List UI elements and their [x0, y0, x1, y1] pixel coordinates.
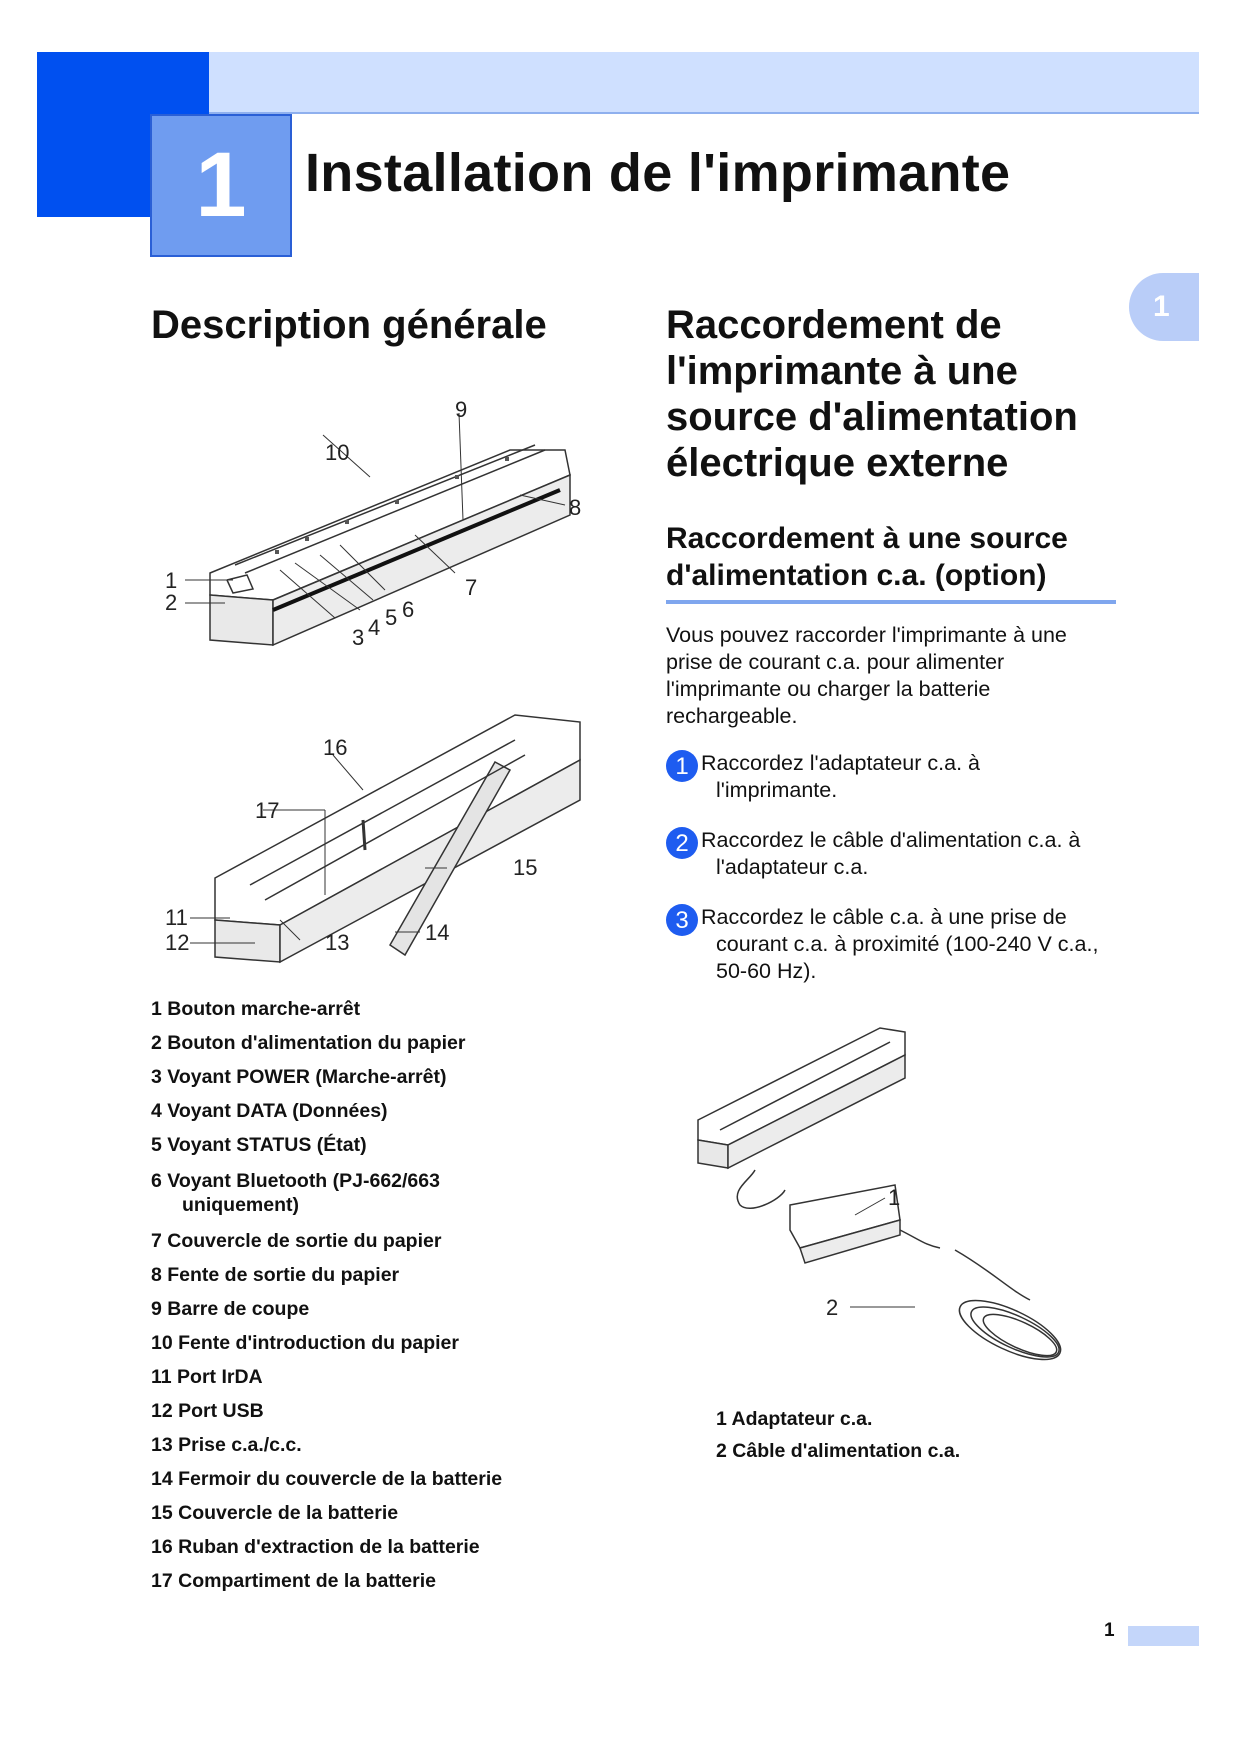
- subheading-line: d'alimentation c.a. (option): [666, 559, 1047, 592]
- figure2-callout-11: 11: [165, 905, 188, 930]
- legend-item: 1 Adaptateur c.a.: [716, 1408, 873, 1430]
- subheading-line: Raccordement à une source: [666, 522, 1068, 555]
- intro-line: prise de courant c.a. pour alimenter: [666, 650, 1005, 674]
- legend-item: 1 Bouton marche-arrêt: [151, 998, 361, 1020]
- step-text: l'adaptateur c.a.: [716, 855, 869, 879]
- step-3: [666, 904, 1146, 985]
- legend-item: 11 Port IrDA: [151, 1366, 263, 1388]
- figure2-callout-16: 16: [323, 735, 348, 760]
- chapter-title: Installation de l'imprimante: [305, 143, 1011, 203]
- figure2-callout-17: 17: [255, 798, 280, 823]
- step-number-badge: 3: [666, 904, 698, 936]
- printer-top-figure: [155, 395, 595, 660]
- subheading-ac-power: [666, 520, 1068, 594]
- legend-item: 5 Voyant STATUS (État): [151, 1134, 367, 1156]
- step-2: [666, 827, 1146, 881]
- step-number-badge: 2: [666, 827, 698, 859]
- chapter-number: 1: [150, 114, 292, 257]
- figure1-callout-9: 9: [455, 397, 468, 422]
- section-heading-description: Description générale: [151, 303, 547, 347]
- figure2-callout-14: 14: [425, 920, 450, 945]
- adapter-callout-1: 1: [888, 1185, 901, 1210]
- figure1-callout-8: 8: [569, 495, 582, 520]
- legend-item: 12 Port USB: [151, 1400, 264, 1422]
- page-number-bar: [1128, 1626, 1199, 1646]
- figure1-callout-5: 5: [385, 605, 398, 630]
- figure2-callout-12: 12: [165, 930, 190, 955]
- step-1: [666, 750, 1146, 804]
- legend-item: 6 Voyant Bluetooth (PJ-662/663: [151, 1170, 440, 1192]
- chapter-side-tab: 1: [1129, 273, 1199, 341]
- heading-line: Raccordement de: [666, 303, 1002, 347]
- heading-line: source d'alimentation: [666, 395, 1078, 439]
- intro-line: l'imprimante ou charger la batterie: [666, 677, 991, 701]
- intro-line: Vous pouvez raccorder l'imprimante à une: [666, 623, 1067, 647]
- step-text: Raccordez le câble d'alimentation c.a. à: [701, 828, 1081, 852]
- legend-item-continuation: uniquement): [182, 1194, 299, 1216]
- step-text: 50-60 Hz).: [716, 959, 817, 983]
- figure1-callout-7: 7: [465, 575, 478, 600]
- legend-item: 16 Ruban d'extraction de la batterie: [151, 1536, 480, 1558]
- legend-item: 10 Fente d'introduction du papier: [151, 1332, 459, 1354]
- step-text: Raccordez l'adaptateur c.a. à: [701, 751, 980, 775]
- legend-item: 8 Fente de sortie du papier: [151, 1264, 400, 1286]
- legend-item: 2 Bouton d'alimentation du papier: [151, 1032, 466, 1054]
- intro-line: rechargeable.: [666, 704, 798, 728]
- figure1-callout-3: 3: [352, 625, 365, 650]
- legend-item: 15 Couvercle de la batterie: [151, 1502, 399, 1524]
- legend-item: 2 Câble d'alimentation c.a.: [716, 1440, 961, 1462]
- heading-line: l'imprimante à une: [666, 349, 1018, 393]
- step-text: Raccordez le câble c.a. à une prise de: [701, 905, 1067, 929]
- legend-item: 17 Compartiment de la batterie: [151, 1570, 436, 1592]
- page-number: 1: [1104, 1620, 1115, 1641]
- chapter-header-band: [37, 52, 1199, 114]
- heading-line: électrique externe: [666, 441, 1009, 485]
- figure1-callout-4: 4: [368, 615, 381, 640]
- figure2-callout-13: 13: [325, 930, 350, 955]
- figure1-callout-6: 6: [402, 597, 415, 622]
- figure2-callout-15: 15: [513, 855, 538, 880]
- legend-item: 14 Fermoir du couvercle de la batterie: [151, 1468, 503, 1490]
- step-text: courant c.a. à proximité (100-240 V c.a.,: [716, 932, 1099, 956]
- legend-item: 7 Couvercle de sortie du papier: [151, 1230, 442, 1252]
- section-heading-external-power: [666, 302, 1078, 486]
- figure1-callout-10: 10: [325, 440, 350, 465]
- step-number-badge: 1: [666, 750, 698, 782]
- legend-item: 13 Prise c.a./c.c.: [151, 1434, 302, 1456]
- adapter-callout-2: 2: [826, 1295, 839, 1320]
- legend-item: 3 Voyant POWER (Marche-arrêt): [151, 1066, 447, 1088]
- figure1-callout-1: 1: [165, 568, 178, 593]
- printer-bottom-figure: [155, 700, 595, 975]
- figure1-callout-2: 2: [165, 590, 178, 615]
- ac-adapter-figure: [690, 1020, 1100, 1390]
- legend-item: 9 Barre de coupe: [151, 1298, 310, 1320]
- intro-paragraph: [666, 622, 1136, 730]
- subheading-rule: [666, 600, 1116, 604]
- step-text: l'imprimante.: [716, 778, 838, 802]
- legend-item: 4 Voyant DATA (Données): [151, 1100, 388, 1122]
